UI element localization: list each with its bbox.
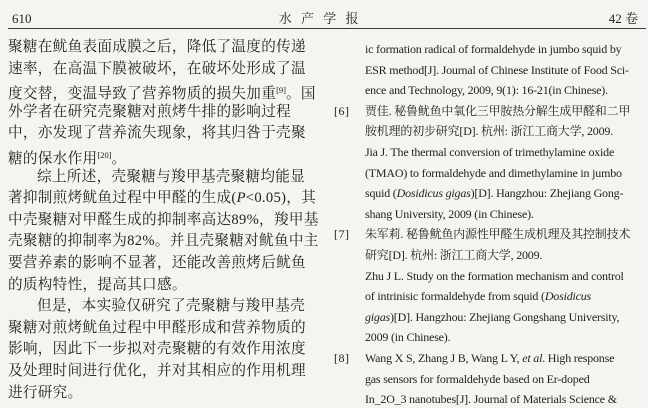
reference-text [365, 369, 644, 390]
text-segment: ence and Technology, 2009, 9(1): 16-21(in Chinese). [365, 83, 608, 98]
article-text-line [8, 339, 326, 361]
reference-number: [7] [334, 227, 350, 242]
reference-text [365, 163, 644, 184]
reference-line [334, 307, 644, 328]
article-text-line [8, 231, 326, 253]
text-segment: 胺机理的初步研究[D]. 杭州: 浙江工商大学, 2009. [365, 124, 613, 139]
reference-number [334, 245, 365, 266]
reference-line [334, 121, 644, 142]
reference-line [334, 348, 644, 369]
reference-text [365, 80, 644, 101]
article-text-line [8, 361, 326, 383]
reference-text [365, 266, 644, 287]
text-segment: 及处理时间进行优化，并对其相应的作用机理 [8, 362, 306, 379]
citation-superscript: [9] [276, 85, 287, 96]
article-text-line [8, 253, 326, 275]
page-header [12, 8, 638, 27]
text-segment: Jia J. The thermal conversion of trimethylamine oxide [365, 144, 615, 159]
text-segment: In_2O_3 nanotubes[J]. Journal of Materials Science & [365, 392, 617, 407]
reference-line [334, 369, 644, 390]
article-text-line [8, 102, 326, 124]
text-segment: ic formation radical of formaldehyde in jumbo squid by [365, 42, 622, 56]
reference-text [365, 348, 644, 369]
volume-label: 42 卷 [608, 11, 638, 26]
page-number: 610 [12, 11, 32, 26]
article-text-line [8, 59, 326, 81]
article-text-line [8, 80, 326, 102]
reference-line [334, 389, 644, 408]
reference-line [334, 163, 644, 184]
article-text-line [8, 383, 326, 405]
reference-number [334, 204, 365, 225]
text-segment: gas sensors for formaldehyde based on Er-doped [365, 371, 590, 386]
text-segment: 壳聚糖的抑制率为82%。并且壳聚糖对鱿鱼中主 [8, 233, 319, 250]
article-text-line [8, 318, 326, 340]
text-segment: 要营养素的影响不显著，还能改善煎烤后鱿鱼 [8, 254, 306, 271]
reference-number [334, 266, 365, 287]
text-segment: 贾佳. 秘鲁鱿鱼中氧化三甲胺热分解生成甲醛和二甲 [365, 103, 631, 118]
text-segment: 。 [111, 150, 127, 167]
article-text-column [8, 37, 326, 404]
text-segment: ESR method[J]. Journal of Chinese Institute of Food Sci- [365, 62, 629, 77]
text-segment: of intrinisic formaldehyde from squid ( [365, 289, 545, 304]
reference-line [334, 204, 644, 225]
reference-number [334, 142, 365, 163]
reference-text [365, 307, 644, 328]
text-segment: 度交替，变温导致了营养物质的损失加重 [8, 86, 277, 103]
text-segment: 综上所述，壳聚糖与羧甲基壳聚糖均能显 [37, 168, 306, 185]
text-segment: squid ( [365, 186, 397, 201]
text-segment: 聚糖对煎烤鱿鱼过程中甲醛形成和营养物质的 [8, 319, 306, 336]
reference-line [334, 327, 644, 348]
reference-text [365, 245, 644, 266]
reference-text [365, 101, 644, 122]
text-segment: 。国 [286, 86, 316, 103]
reference-text [365, 327, 644, 348]
text-segment: 糖的保水作用 [8, 150, 98, 167]
reference-line [334, 80, 644, 101]
text-segment: . High response [542, 350, 615, 365]
reference-number [334, 39, 365, 60]
text-segment: 聚糖在鱿鱼表面成膜之后，降低了温度的传递 [8, 39, 306, 55]
reference-number [334, 80, 365, 101]
reference-line [334, 224, 644, 245]
reference-text [365, 204, 644, 225]
text-segment: 中，亦发现了营养流失现象，将其归咎于壳聚 [8, 125, 306, 142]
reference-number [334, 60, 365, 81]
header-rule [8, 28, 646, 29]
text-segment: 著抑制煎烤鱿鱼过程中甲醛的生成( [8, 190, 237, 207]
reference-number [334, 163, 365, 184]
reference-number [334, 369, 365, 390]
text-segment: Wang X S, Zhang J B, Wang L Y, [365, 350, 523, 365]
reference-line [334, 266, 644, 287]
text-segment: shang University, 2009 (in Chinese). [365, 206, 534, 221]
reference-number [334, 121, 365, 142]
article-text-line [8, 210, 326, 232]
text-segment: Dosidicus [544, 289, 592, 304]
text-segment: )[D]. Hangzhou: Zhejiang Gongshang University, [390, 309, 620, 324]
reference-number: [8] [334, 350, 350, 365]
text-segment: 研究[D]. 杭州: 浙江工商大学, 2009. [365, 247, 543, 262]
reference-number: [6] [334, 103, 350, 118]
article-text-line [8, 188, 326, 210]
text-segment: Zhu J L. Study on the formation mechanism and control [365, 268, 624, 283]
reference-number [334, 307, 365, 328]
article-text-line [8, 167, 326, 189]
reference-line [334, 183, 644, 204]
text-segment: 2009 (in Chinese). [365, 330, 451, 345]
text-segment: Dosidicus gigas [396, 186, 471, 201]
reference-line [334, 39, 644, 60]
text-segment: P [236, 190, 246, 207]
reference-line [334, 286, 644, 307]
text-segment: 中壳聚糖对甲醛生成的抑制率高达89%，羧甲基 [8, 211, 319, 228]
reference-number [334, 389, 365, 408]
reference-text [365, 121, 644, 142]
journal-title: 水 产 学 报 [278, 11, 362, 26]
reference-text [365, 286, 644, 307]
article-text-line [8, 296, 326, 318]
reference-text [365, 39, 644, 60]
text-segment: 速率，在高温下膜被破坏，在破坏处形成了温 [8, 60, 306, 77]
reference-text [365, 389, 644, 408]
text-segment: 但是，本实验仅研究了壳聚糖与羧甲基壳 [37, 298, 306, 315]
reference-number [334, 327, 365, 348]
reference-line [334, 142, 644, 163]
text-segment: 朱军莉. 秘鲁鱿鱼内源性甲醛生成机理及其控制技术 [365, 227, 631, 242]
references-column [334, 39, 644, 408]
text-segment: 的质构特性，提高其口感。 [8, 276, 187, 293]
reference-text [365, 183, 644, 204]
reference-number [334, 183, 365, 204]
text-segment: 外学者在研究壳聚糖对煎烤牛排的影响过程 [8, 103, 291, 120]
article-text-line [8, 37, 326, 59]
text-segment: 进行研究。 [8, 384, 83, 401]
text-segment: gigas [365, 309, 391, 324]
text-segment: et al [522, 350, 543, 365]
reference-text [365, 142, 644, 163]
text-segment: )[D]. Hangzhou: Zhejiang Gong- [470, 186, 624, 201]
reference-number [334, 286, 365, 307]
reference-line [334, 60, 644, 81]
article-text-line [8, 275, 326, 297]
article-text-line [8, 123, 326, 145]
text-segment: 影响，因此下一步拟对壳聚糖的有效作用浓度 [8, 341, 306, 358]
reference-text [365, 60, 644, 81]
text-segment: (TMAO) to formaldehyde and dimethylamine in jumbo [365, 165, 622, 180]
reference-line [334, 245, 644, 266]
article-text-line [8, 145, 326, 167]
reference-line [334, 101, 644, 122]
citation-superscript: [20] [97, 149, 112, 160]
text-segment: <0.05)，其 [245, 190, 317, 207]
reference-text [365, 224, 644, 245]
